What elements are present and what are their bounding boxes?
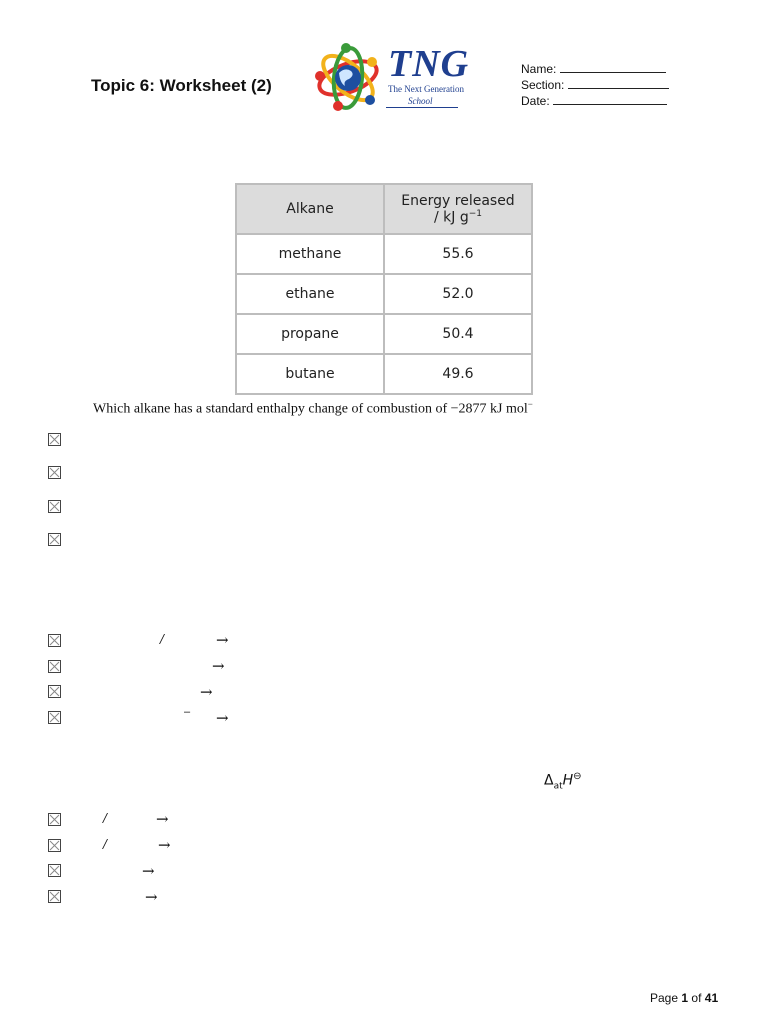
alkane-cell: methane [236,234,384,274]
answer-checkbox-1b[interactable] [48,466,61,479]
cross-icon [49,661,60,672]
cross-icon [49,891,60,902]
energy-cell: 55.6 [384,234,532,274]
question-1-text: Which alkane has a standard enthalpy change of combustion of −2877 kJ mol [93,401,528,417]
cross-icon [49,712,60,723]
page-title: Topic 6: Worksheet (2) [91,76,272,95]
cross-icon [49,635,60,646]
logo-school: School [408,96,433,106]
table-row [236,314,532,354]
page-of-label: of [691,991,702,1005]
page-number [650,991,718,1005]
reaction-arrow: → [216,709,229,727]
page-current: 1 [681,991,689,1005]
date-line[interactable] [553,93,667,105]
reaction-arrow: → [156,810,169,828]
globe-icon [308,40,388,116]
question-1 [93,399,533,418]
cross-icon [49,534,60,545]
energy-header-line1: Energy released [401,192,515,209]
reaction-arrow: → [142,862,155,880]
answer-checkbox-2b[interactable] [48,660,61,673]
energy-cell: 50.4 [384,314,532,354]
fraction-slash: / [103,837,108,851]
alkane-cell: propane [236,314,384,354]
answer-checkbox-1a[interactable] [48,433,61,446]
cross-icon [49,865,60,876]
cross-icon [49,814,60,825]
reaction-arrow: → [216,631,229,649]
reaction-arrow: → [158,836,171,854]
energy-header-sup: −1 [468,208,483,219]
table-row [236,354,532,394]
reaction-arrow: → [200,683,213,701]
cross-icon [49,467,60,478]
alkane-energy-table [235,183,533,395]
answer-checkbox-3b[interactable] [48,839,61,852]
table-header-energy [384,184,532,234]
name-label: Name: [521,62,557,76]
table-header-alkane: Alkane [236,184,384,234]
cross-icon [49,840,60,851]
date-label: Date: [521,94,550,108]
reaction-arrow: → [212,657,225,675]
section-field[interactable] [521,77,669,92]
table-row [236,274,532,314]
reaction-arrow: → [145,888,158,906]
fraction-slash: / [103,811,108,825]
energy-cell: 52.0 [384,274,532,314]
fraction-slash: / [160,632,165,646]
answer-checkbox-2a[interactable] [48,634,61,647]
h-symbol: H [562,772,574,789]
name-field[interactable] [521,61,666,76]
energy-cell: 49.6 [384,354,532,394]
at-subscript: at [553,781,563,792]
answer-checkbox-2d[interactable] [48,711,61,724]
charge-minus: – [184,706,191,718]
cross-icon [49,501,60,512]
answer-checkbox-3a[interactable] [48,813,61,826]
page-label: Page [650,991,679,1005]
date-field[interactable] [521,93,667,108]
logo-subtitle: The Next Generation [388,84,464,94]
alkane-cell: butane [236,354,384,394]
name-line[interactable] [560,61,666,73]
school-logo [308,40,468,116]
answer-checkbox-1d[interactable] [48,533,61,546]
energy-header-line2: / kJ g [433,209,469,226]
question-1-sup: − [527,399,533,409]
enthalpy-atomisation-symbol [544,771,582,791]
logo-text: TNG [388,43,470,85]
logo-underline [386,107,458,108]
table-header-row [236,184,532,234]
cross-icon [49,686,60,697]
section-label: Section: [521,78,565,92]
answer-checkbox-3c[interactable] [48,864,61,877]
answer-checkbox-1c[interactable] [48,500,61,513]
page-total: 41 [704,991,719,1005]
answer-checkbox-2c[interactable] [48,685,61,698]
cross-icon [49,434,60,445]
plimsoll-symbol: ⊖ [573,771,582,782]
section-line[interactable] [568,77,669,89]
alkane-cell: ethane [236,274,384,314]
answer-checkbox-3d[interactable] [48,890,61,903]
delta-symbol: Δ [544,772,554,789]
table-row [236,234,532,274]
